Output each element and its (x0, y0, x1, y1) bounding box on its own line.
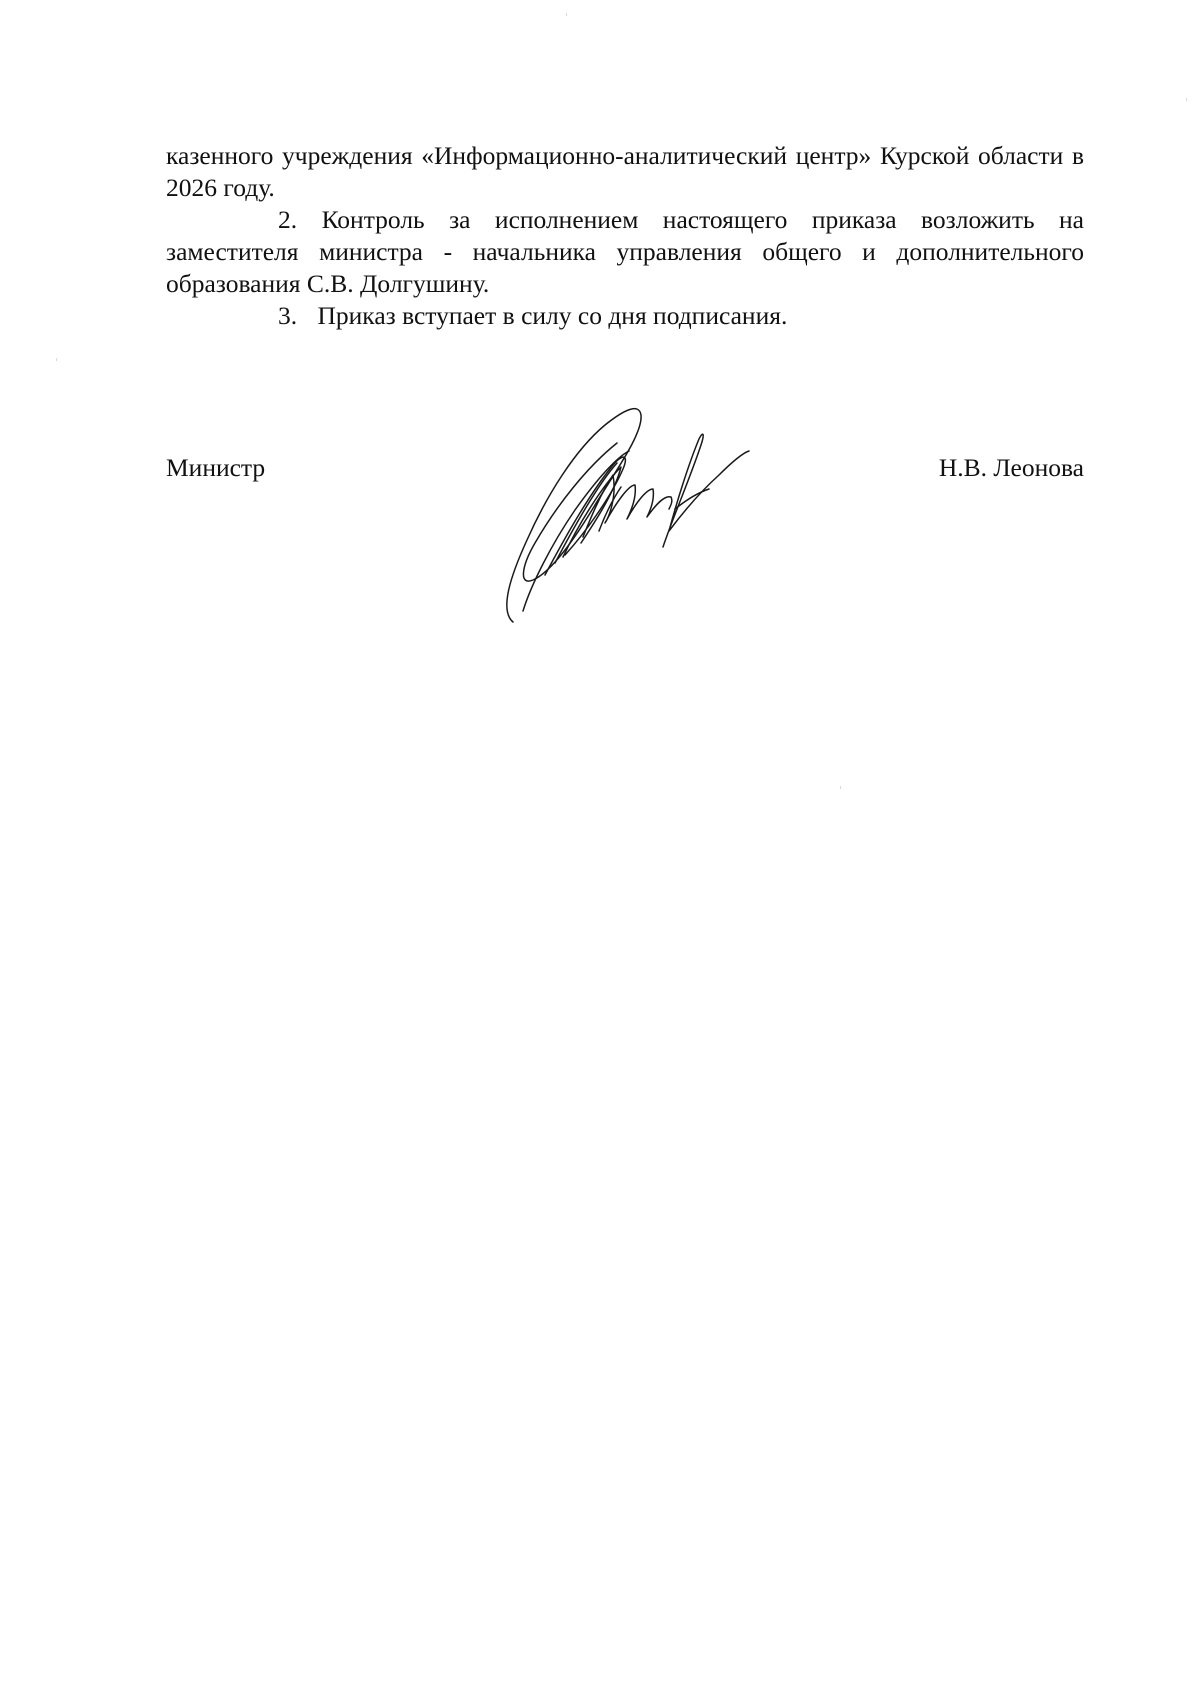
handwritten-signature-icon (505, 405, 815, 630)
document-body (166, 140, 1084, 332)
scan-speck (840, 786, 841, 789)
item-2-text: Контроль за исполнением настоящего приказа возложить на заместителя министра - начальника управления общего и дополнительного образования С.В. Долгушину. (166, 205, 1084, 298)
item-2-number: 2. (278, 205, 298, 234)
signer-name: Н.В. Леонова (938, 453, 1084, 482)
paragraph-item-3 (166, 300, 1084, 332)
item-3-number: 3. (278, 301, 298, 330)
scan-speck (56, 358, 57, 361)
signer-position: Министр (166, 453, 266, 482)
paragraph-continuation: казенного учреждения «Информационно-аналитический центр» Курской области в 2026 году. (166, 141, 1084, 202)
paragraph-item-2 (166, 204, 1084, 300)
scan-speck (566, 13, 567, 16)
item-3-text: Приказ вступает в силу со дня подписания. (317, 301, 788, 330)
scan-speck (1186, 98, 1187, 101)
